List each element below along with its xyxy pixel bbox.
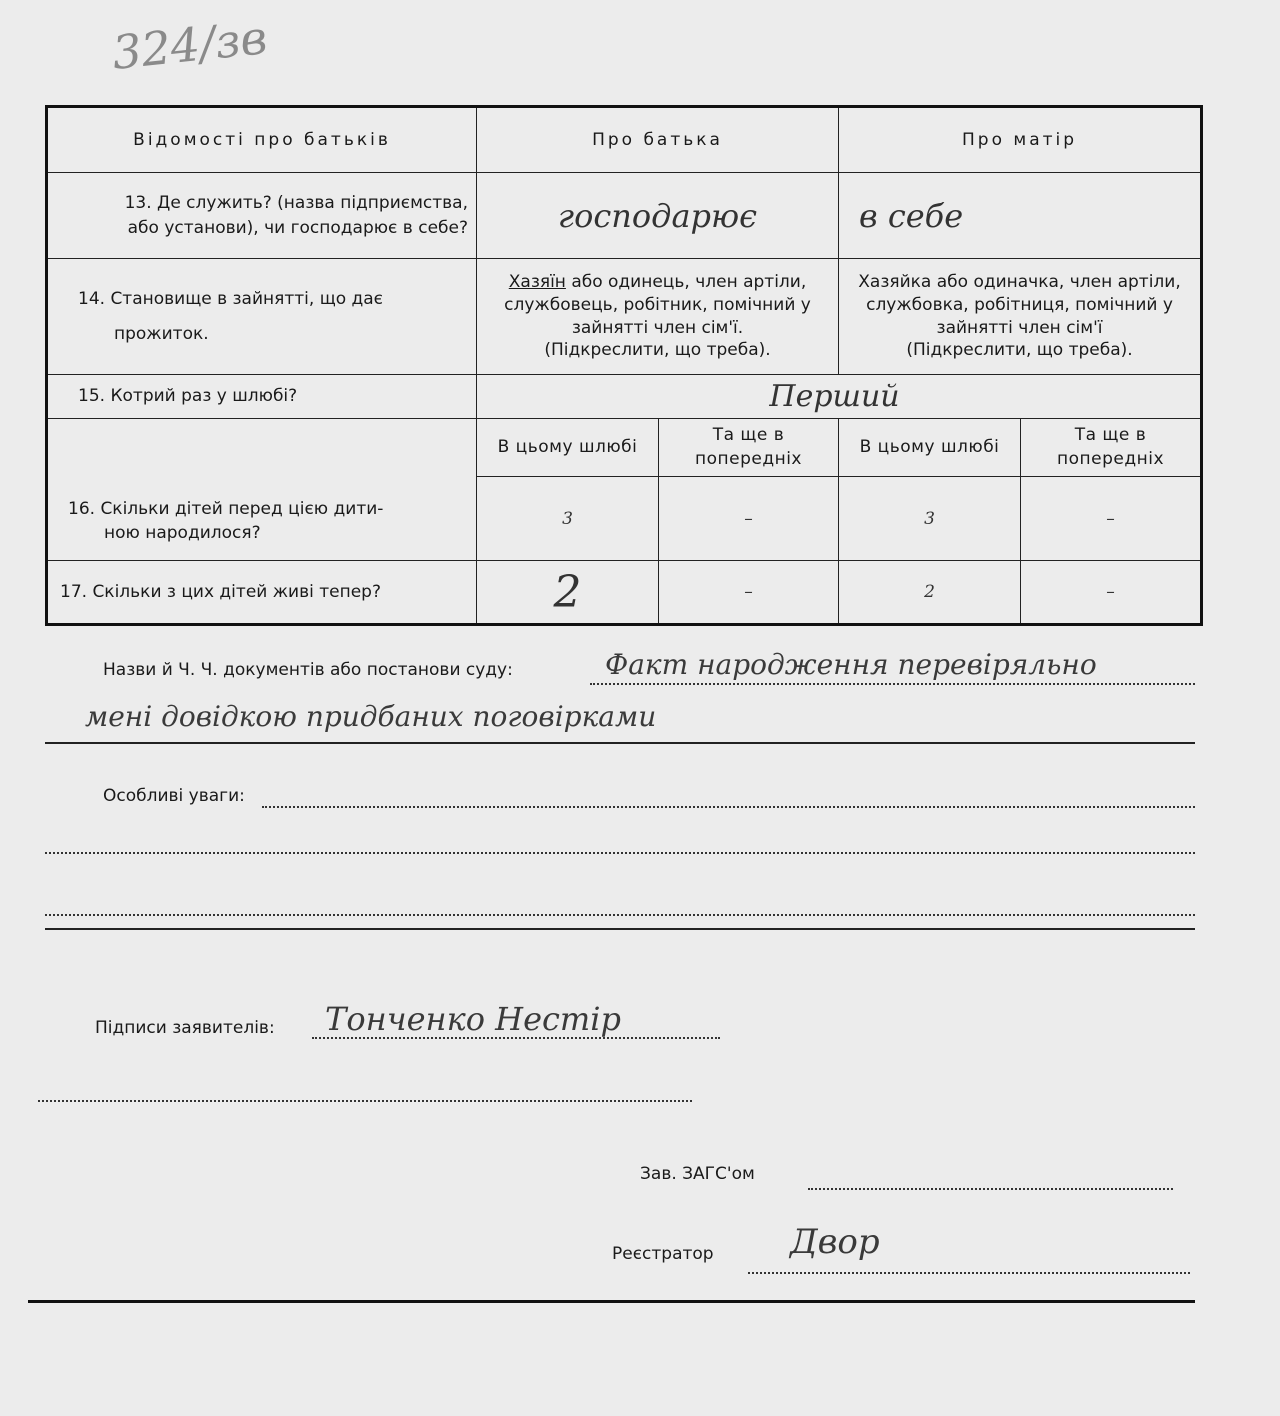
- q14-father-selected: Хазяїн: [508, 271, 566, 292]
- header-father: Про батька: [477, 107, 839, 173]
- q16-father-this: 3: [477, 477, 659, 561]
- registrar-label: Реєстратор: [612, 1244, 714, 1264]
- q17-mother-prev: –: [1021, 561, 1202, 625]
- header-parents-info: Відомості про батьків: [47, 107, 477, 173]
- q14-father-options: Хазяїн або одинець, член артіли, службовець, робітник, помічний у зайнятті член сім'ї. (Підкреслити, що треба).: [477, 259, 839, 375]
- q16-mother-this: 3: [839, 477, 1021, 561]
- subheader-mother-previous: Та ще в попередніх: [1021, 419, 1202, 477]
- signatures-label: Підписи заявителів:: [95, 1018, 275, 1038]
- bottom-rule: [28, 1300, 1195, 1303]
- documents-value-line2: мені довідкою придбаних поговірками: [85, 700, 657, 733]
- subheader-father-this-marriage: В цьому шлюбі: [477, 419, 659, 477]
- remarks-label: Особливі уваги:: [103, 786, 245, 806]
- remarks-line-1: [262, 806, 1195, 808]
- archive-number: 324/зв: [109, 10, 270, 80]
- documents-line-1: [590, 683, 1195, 685]
- registrar-line: [748, 1272, 1190, 1274]
- documents-value-line1: Факт народження перевіряльно: [605, 648, 1097, 681]
- q17-label: 17. Скільки з цих дітей живі тепер?: [47, 561, 477, 625]
- row-q15: [47, 375, 1202, 419]
- q14-mother-note: (Підкреслити, що треба).: [906, 340, 1133, 361]
- signatures-line-2: [38, 1100, 692, 1102]
- q14-father-note: (Підкреслити, що треба).: [544, 340, 771, 361]
- q13-father-answer: господарює: [477, 173, 839, 259]
- q14-mother-options: Хазяйка або одиначка, член артіли, службовка, робітниця, помічний у зайнятті член сім'ї (Підкреслити, що треба).: [839, 259, 1202, 375]
- q14-label: 14. Становище в зайнятті, що дає прожиток.: [47, 259, 477, 375]
- documents-label: Назви й Ч. Ч. документів або постанови суду:: [103, 660, 513, 680]
- zags-head-line: [808, 1188, 1173, 1190]
- q17-father-this: 2: [477, 561, 659, 625]
- q15-label: 15. Котрий раз у шлюбі?: [47, 375, 477, 419]
- q17-father-prev: –: [659, 561, 839, 625]
- documents-line-2: [45, 742, 1195, 744]
- registrar-signature: Двор: [790, 1222, 880, 1262]
- header-mother: Про матір: [839, 107, 1202, 173]
- subheader-mother-this-marriage: В цьому шлюбі: [839, 419, 1021, 477]
- row-q17: [47, 561, 1202, 625]
- subheader-father-previous: Та ще в попередніх: [659, 419, 839, 477]
- q15-answer: Перший: [477, 375, 1202, 419]
- q16-mother-prev: –: [1021, 477, 1202, 561]
- q17-mother-this: 2: [839, 561, 1021, 625]
- q13-mother-answer: в себе: [839, 173, 1202, 259]
- row-q14: [47, 259, 1202, 375]
- parents-info-table: [45, 105, 1203, 626]
- q16-father-prev: –: [659, 477, 839, 561]
- row-q13: [47, 173, 1202, 259]
- remarks-line-4: [45, 928, 1195, 930]
- remarks-line-2: [45, 852, 1195, 854]
- applicants-signature: Тонченко Нестір: [325, 1000, 621, 1038]
- remarks-line-3: [45, 914, 1195, 916]
- zags-head-label: Зав. ЗАГС'ом: [640, 1164, 755, 1184]
- q13-label: 13. Де служить? (назва підприємства, або установи), чи господарює в себе?: [47, 173, 477, 259]
- table-header-row: [47, 107, 1202, 173]
- q16-label: 16. Скільки дітей перед цією дити- ною народилося?: [47, 419, 477, 561]
- row-subheaders: [47, 419, 1202, 477]
